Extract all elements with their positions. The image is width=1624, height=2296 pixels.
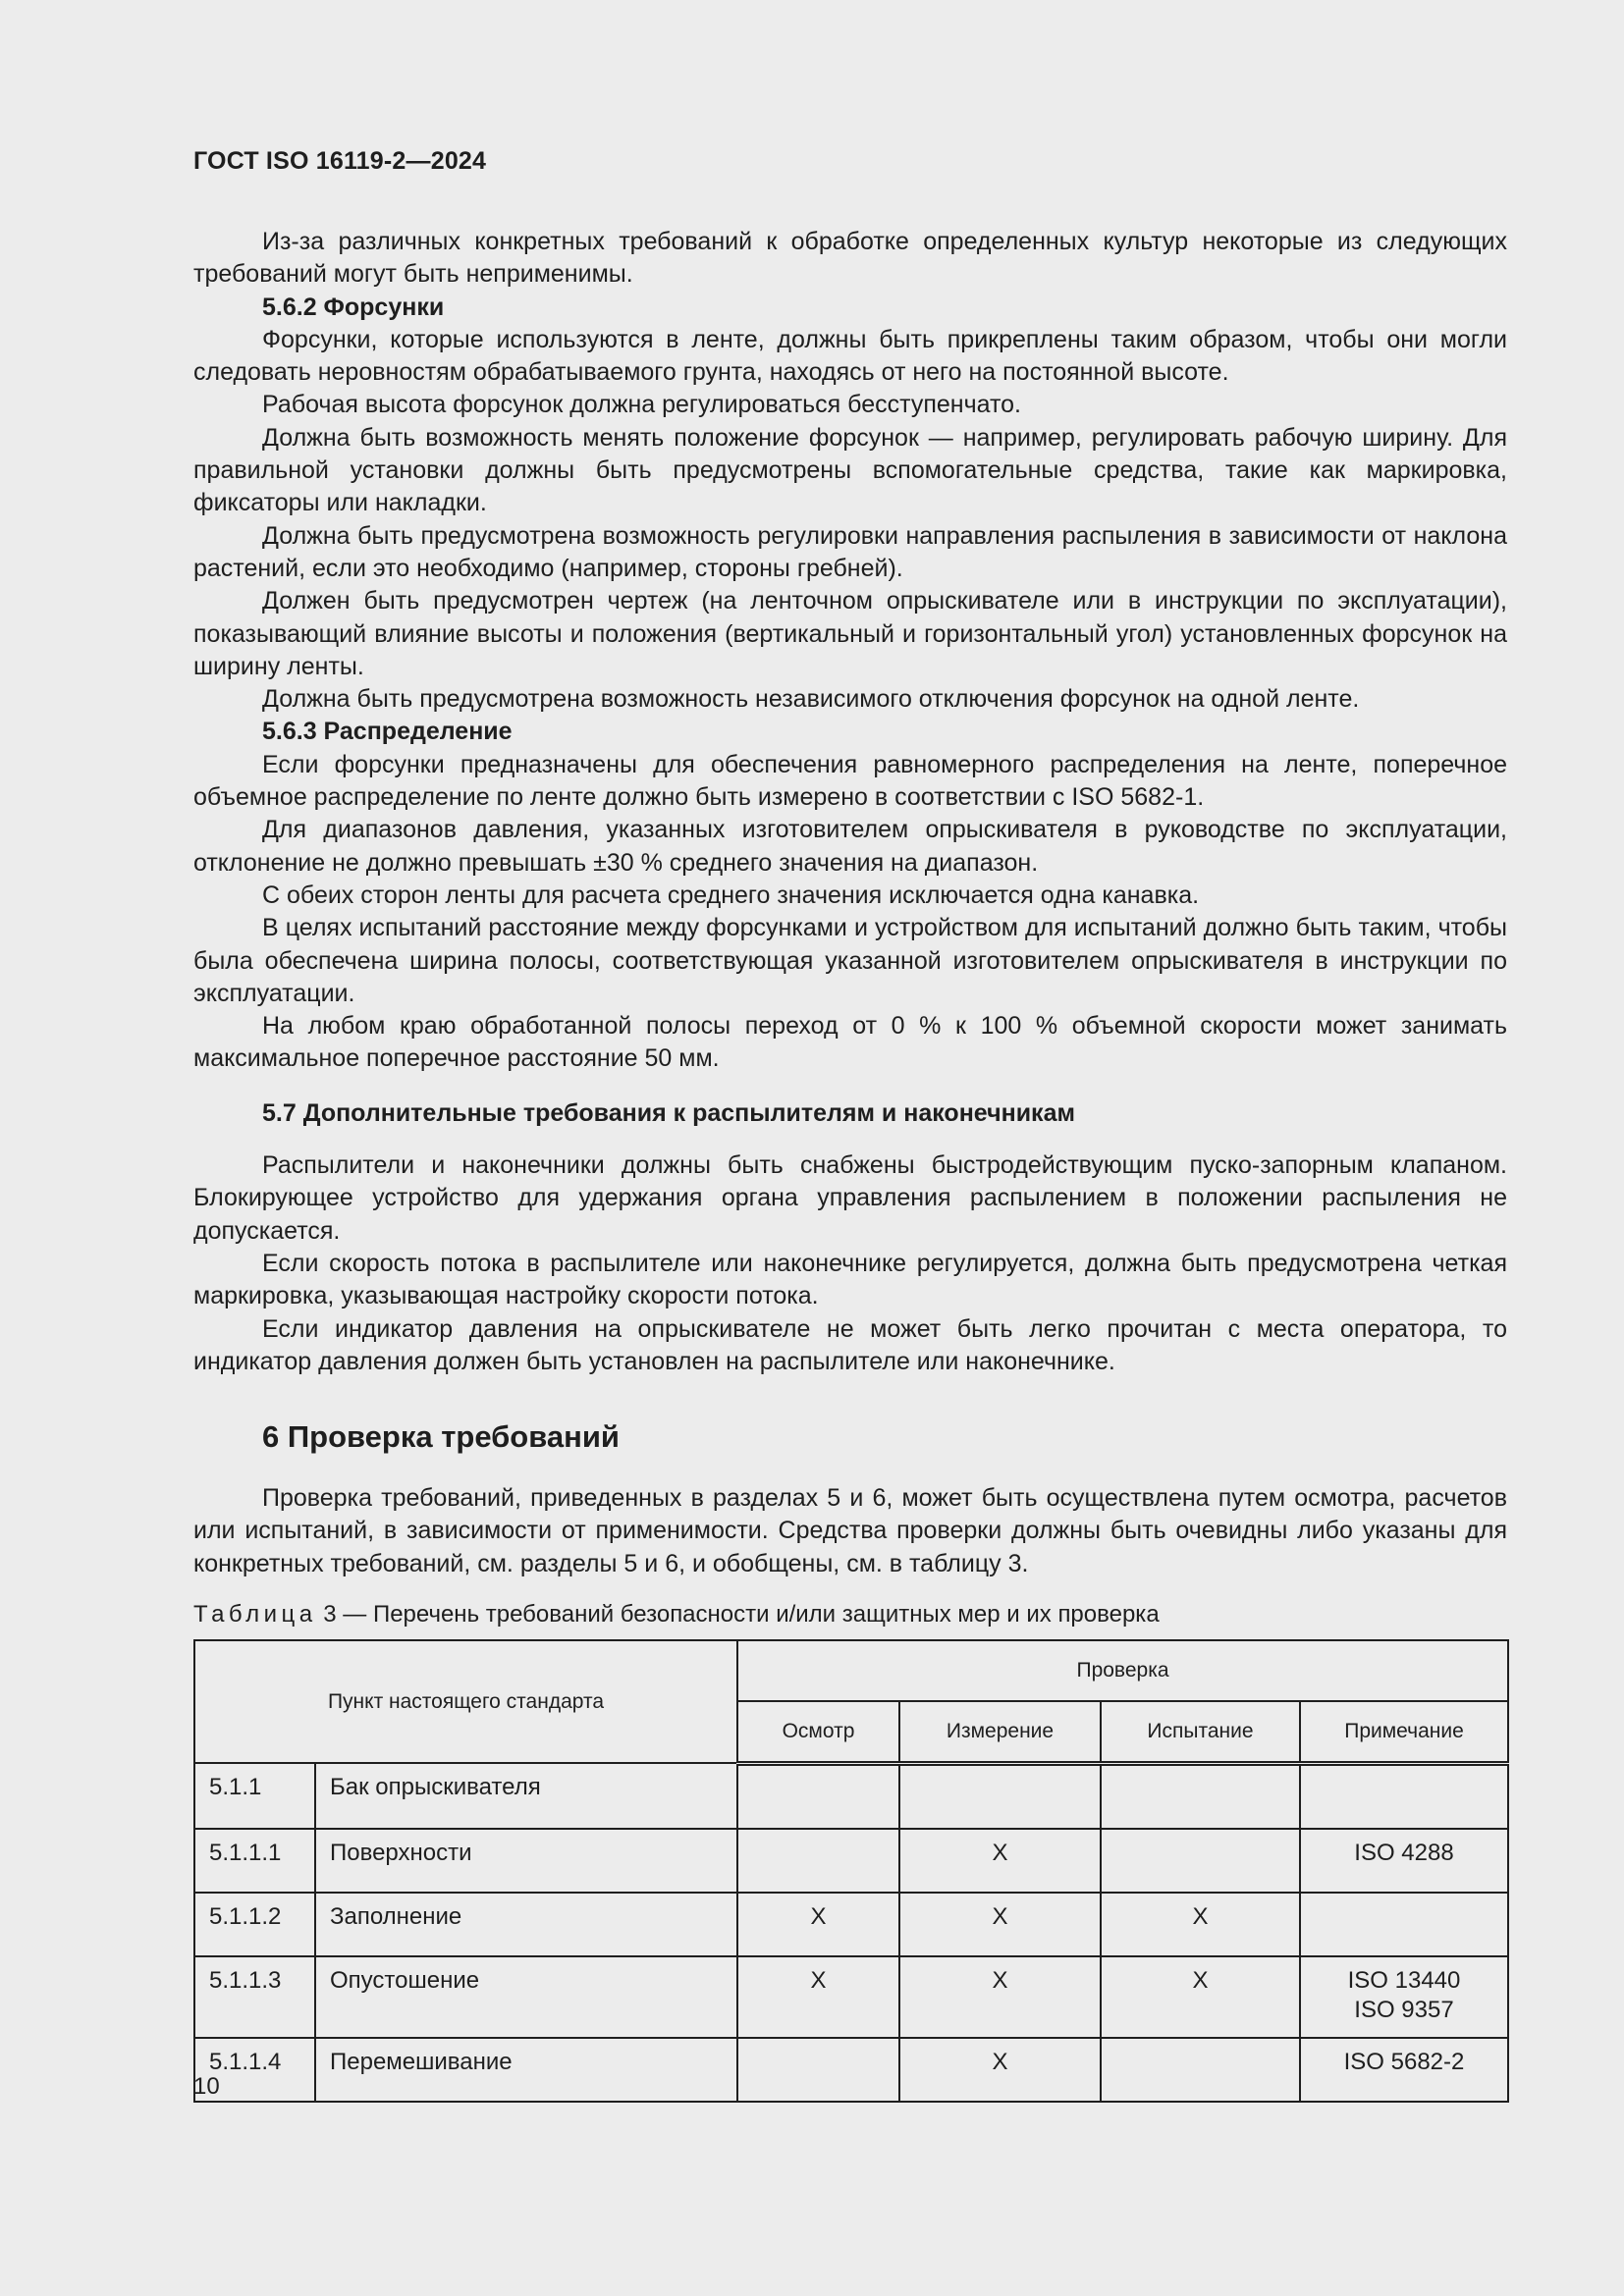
paragraph: Для диапазонов давления, указанных изготовителем опрыскивателя в руководстве по эксплуатации, отклонение не должно превышать ±30 % среднего значения на диапазон. bbox=[193, 816, 1507, 877]
header-test: Испытание bbox=[1101, 1701, 1300, 1764]
clause-name: Заполнение bbox=[315, 1893, 737, 1956]
paragraph: В целях испытаний расстояние между форсунками и устройством для испытаний должно быть таким, чтобы была обеспечена ширина полосы, соответствующая указанной изготовителем опрыскивателя в инструкции по эксплуатации. bbox=[193, 914, 1507, 1007]
note-cell bbox=[1300, 1956, 1508, 2038]
paragraph: Если индикатор давления на опрыскивателе не может быть легко прочитан с места оператора, то индикатор давления должен быть установлен на распылителе или наконечнике. bbox=[193, 1314, 1507, 1375]
paragraph: Из-за различных конкретных требований к обработке определенных культур некоторые из следующих требований могут быть неприменимы. bbox=[193, 228, 1507, 289]
clause-number: 5.1.1.3 bbox=[194, 1956, 315, 2038]
test-cell bbox=[1101, 1763, 1300, 1829]
paragraph: Проверка требований, приведенных в разделах 5 и 6, может быть осуществлена путем осмотра, расчетов или испытаний, в зависимости от применимости. Средства проверки должны быть очевидны либо указаны для конкретных требований, см. разделы 5 и 6, и обобщены, см. в таблицу 3. bbox=[193, 1484, 1507, 1577]
measurement-cell: X bbox=[899, 1829, 1101, 1893]
note-line: ISO 5682-2 bbox=[1343, 2048, 1465, 2075]
inspection-cell: X bbox=[737, 1893, 899, 1956]
paragraph: Должен быть предусмотрен чертеж (на ленточном опрыскивателе или в инструкции по эксплуатации), показывающий влияние высоты и положения (вертикальный и горизонтальный угол) установленных форсунок на ширину ленты. bbox=[193, 587, 1507, 680]
table-row bbox=[194, 2038, 1508, 2102]
header-inspection: Осмотр bbox=[737, 1701, 899, 1764]
test-cell: X bbox=[1101, 1956, 1300, 2038]
note-line: ISO 13440 bbox=[1347, 1966, 1461, 1994]
clause-name: Поверхности bbox=[315, 1829, 737, 1893]
paragraph: Если форсунки предназначены для обеспечения равномерного распределения на ленте, поперечное объемное распределение по ленте должно быть измерено в соответствии с ISO 5682-1. bbox=[193, 750, 1507, 812]
paragraph: Должна быть возможность менять положение форсунок — например, регулировать рабочую ширину. Для правильной установки должны быть предусмотрены вспомогательные средства, такие как маркировка, фиксаторы или накладки. bbox=[193, 423, 1507, 517]
table-row bbox=[194, 1956, 1508, 2038]
page-number: 10 bbox=[193, 2073, 220, 2100]
paragraph: Форсунки, которые используются в ленте, должны быть прикреплены таким образом, чтобы они могли следовать неровностям обрабатываемого грунта, находясь от него на постоянной высоте. bbox=[193, 325, 1507, 387]
table-row bbox=[194, 1893, 1508, 1956]
note-cell bbox=[1300, 1763, 1508, 1829]
section-heading-5-6-2: 5.6.2 Форсунки bbox=[262, 293, 445, 321]
note-line: ISO 4288 bbox=[1354, 1839, 1454, 1866]
note-line: ISO 9357 bbox=[1354, 1996, 1454, 2023]
inspection-cell bbox=[737, 1829, 899, 1893]
header-measurement: Измерение bbox=[899, 1701, 1101, 1764]
clause-number: 5.1.1 bbox=[194, 1763, 315, 1829]
measurement-cell bbox=[899, 1763, 1101, 1829]
section-heading-5-7: 5.7 Дополнительные требования к распылителям и наконечникам bbox=[262, 1098, 1075, 1127]
paragraph: На любом краю обработанной полосы переход от 0 % к 100 % объемной скорости может занимать максимальное поперечное расстояние 50 мм. bbox=[193, 1012, 1507, 1073]
clause-name: Опустошение bbox=[315, 1956, 737, 2038]
clause-number: 5.1.1.1 bbox=[194, 1829, 315, 1893]
paragraph: Должна быть предусмотрена возможность независимого отключения форсунок на одной ленте. bbox=[262, 685, 1360, 714]
paragraph: Рабочая высота форсунок должна регулироваться бесступенчато. bbox=[262, 391, 1021, 419]
measurement-cell: X bbox=[899, 1893, 1101, 1956]
paragraph: Если скорость потока в распылителе или наконечнике регулируется, должна быть предусмотрена четкая маркировка, указывающая настройку скорости потока. bbox=[193, 1249, 1507, 1310]
table-row bbox=[194, 1829, 1508, 1893]
inspection-cell: X bbox=[737, 1956, 899, 2038]
clause-name: Бак опрыскивателя bbox=[315, 1763, 737, 1829]
header-clause: Пункт настоящего стандарта bbox=[194, 1640, 737, 1764]
note-cell bbox=[1300, 1829, 1508, 1893]
requirements-table bbox=[193, 1639, 1509, 2103]
table-caption bbox=[193, 1600, 1507, 1629]
note-cell bbox=[1300, 1893, 1508, 1956]
table-caption-text: 3 — Перечень требований безопасности и/или защитных мер и их проверка bbox=[316, 1600, 1160, 1628]
header-note: Примечание bbox=[1300, 1701, 1508, 1764]
measurement-cell: X bbox=[899, 2038, 1101, 2102]
page-content bbox=[193, 226, 1507, 2103]
table-header-row bbox=[194, 1640, 1508, 1701]
paragraph: С обеих сторон ленты для расчета среднего значения исключается одна канавка. bbox=[262, 881, 1200, 909]
section-heading-6: 6 Проверка требований bbox=[262, 1419, 620, 1455]
note-cell bbox=[1300, 2038, 1508, 2102]
section-heading-5-6-3: 5.6.3 Распределение bbox=[262, 718, 513, 746]
table-caption-label: Таблица bbox=[193, 1600, 317, 1628]
measurement-cell: X bbox=[899, 1956, 1101, 2038]
paragraph: Должна быть предусмотрена возможность регулировки направления распыления в зависимости от наклона растений, если это необходимо (например, стороны гребней). bbox=[193, 521, 1507, 582]
test-cell: X bbox=[1101, 1893, 1300, 1956]
header-check: Проверка bbox=[737, 1640, 1508, 1701]
clause-name: Перемешивание bbox=[315, 2038, 737, 2102]
clause-number: 5.1.1.2 bbox=[194, 1893, 315, 1956]
table-row bbox=[194, 1763, 1508, 1829]
inspection-cell bbox=[737, 1763, 899, 1829]
inspection-cell bbox=[737, 2038, 899, 2102]
paragraph: Распылители и наконечники должны быть снабжены быстродействующим пуско-запорным клапаном. Блокирующее устройство для удержания органа управления распылением в положении распыления не допускается. bbox=[193, 1151, 1507, 1245]
document-header: ГОСТ ISO 16119-2—2024 bbox=[193, 147, 487, 175]
test-cell bbox=[1101, 1829, 1300, 1893]
test-cell bbox=[1101, 2038, 1300, 2102]
clause-number: 5.1.1.4 bbox=[194, 2038, 315, 2102]
